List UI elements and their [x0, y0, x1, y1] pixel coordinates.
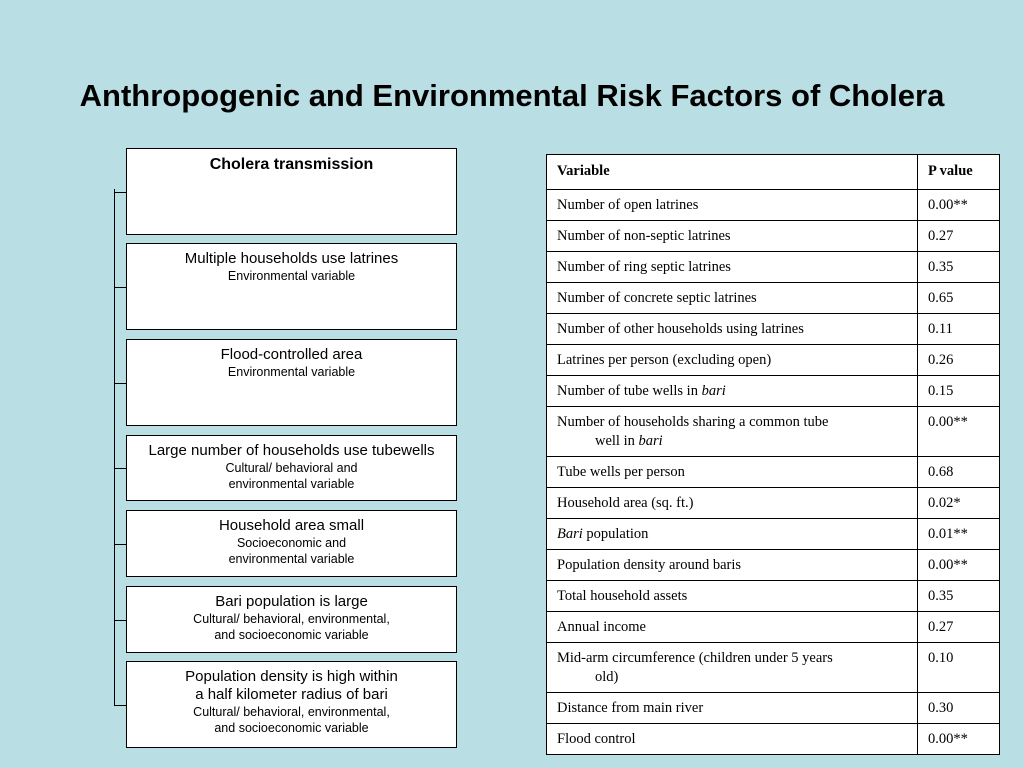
cell-pvalue: 0.27 [918, 612, 1000, 643]
flow-header-title: Cholera transmission [209, 156, 374, 173]
cell-pvalue: 0.15 [918, 376, 1000, 407]
flow-box-title: Bari population is large [215, 593, 368, 610]
cell-variable-text: population [582, 526, 649, 542]
cell-variable: Number of other households using latrines [547, 314, 918, 345]
cell-variable: Annual income [547, 612, 918, 643]
table-row [547, 221, 1000, 252]
cell-pvalue: 0.65 [918, 283, 1000, 314]
flow-box-header [126, 148, 457, 235]
flow-box-subtitle: environmental variable [228, 552, 355, 566]
cell-pvalue: 0.00** [918, 724, 1000, 755]
table-row [547, 376, 1000, 407]
flow-box-title-line2: a half kilometer radius of bari [195, 686, 388, 703]
table-row [547, 643, 1000, 693]
cell-variable-italic: bari [701, 383, 726, 399]
cell-variable: Total household assets [547, 581, 918, 612]
cell-pvalue: 0.11 [918, 314, 1000, 345]
cell-variable-italic: bari [638, 433, 663, 449]
table-row [547, 612, 1000, 643]
cell-variable: Tube wells per person [547, 457, 918, 488]
bracket-line [114, 189, 115, 706]
cell-pvalue: 0.27 [918, 221, 1000, 252]
cell-variable [547, 407, 918, 457]
table-row [547, 457, 1000, 488]
table-row [547, 252, 1000, 283]
flow-box-flood [126, 339, 457, 426]
table-row [547, 581, 1000, 612]
cell-pvalue: 0.10 [918, 643, 1000, 693]
table-row [547, 550, 1000, 581]
cell-variable: Population density around baris [547, 550, 918, 581]
bracket-tick [115, 544, 127, 545]
flow-box-title: Multiple households use latrines [184, 250, 399, 267]
cell-pvalue: 0.02* [918, 488, 1000, 519]
cell-variable-text: Number of tube wells in [557, 383, 702, 399]
flow-box-subtitle: Cultural/ behavioral, environmental, [193, 705, 390, 719]
flow-box-subtitle: Cultural/ behavioral, environmental, [193, 612, 390, 626]
flow-box-subtitle: Socioeconomic and [236, 536, 347, 550]
cell-variable: Latrines per person (excluding open) [547, 345, 918, 376]
flow-box-subtitle: environmental variable [228, 477, 355, 491]
cell-variable-continuation [557, 432, 907, 451]
flow-box-title: Flood-controlled area [220, 346, 363, 363]
cell-variable: Number of non-septic latrines [547, 221, 918, 252]
table-row [547, 314, 1000, 345]
bracket-tick [115, 383, 127, 384]
flow-box-subtitle: and socioeconomic variable [214, 721, 369, 735]
bracket-tick [115, 468, 127, 469]
table-header-row [547, 155, 1000, 190]
cell-variable: Distance from main river [547, 693, 918, 724]
cell-pvalue: 0.26 [918, 345, 1000, 376]
table-row [547, 345, 1000, 376]
table-row [547, 693, 1000, 724]
flow-box-latrines [126, 243, 457, 330]
bracket-tick [115, 620, 127, 621]
cell-pvalue: 0.35 [918, 581, 1000, 612]
flow-box-subtitle: Environmental variable [227, 269, 356, 283]
flow-box-title: Population density is high within [185, 668, 398, 685]
cell-variable-text: Mid-arm circumference (children under 5 years [557, 650, 833, 666]
bracket-tick [115, 192, 127, 193]
cell-variable-text: Number of households sharing a common tube [557, 414, 829, 430]
table-row [547, 283, 1000, 314]
cell-pvalue: 0.00** [918, 190, 1000, 221]
table-row [547, 488, 1000, 519]
flow-box-title: Household area small [218, 517, 365, 534]
risk-factor-table [546, 154, 1000, 755]
table-row [547, 724, 1000, 755]
flow-box-tubewells [126, 435, 457, 501]
cell-variable-cont-text: well in [595, 433, 639, 449]
table-row [547, 407, 1000, 457]
slide-title: Anthropogenic and Environmental Risk Factors of Cholera [79, 78, 945, 113]
bracket-tick [115, 287, 127, 288]
flow-box-population-density [126, 661, 457, 748]
flow-box-subtitle: Cultural/ behavioral and [225, 461, 358, 475]
cell-variable-italic: Bari [557, 526, 583, 542]
cell-variable-continuation: old) [595, 669, 619, 685]
cell-variable [547, 643, 918, 693]
flow-box-subtitle: and socioeconomic variable [214, 628, 369, 642]
bracket-tick [115, 705, 127, 706]
column-header-variable: Variable [547, 155, 918, 190]
cell-pvalue: 0.01** [918, 519, 1000, 550]
cell-variable: Household area (sq. ft.) [547, 488, 918, 519]
cell-pvalue: 0.68 [918, 457, 1000, 488]
cell-pvalue: 0.00** [918, 407, 1000, 457]
cell-variable [547, 519, 918, 550]
cell-variable [547, 376, 918, 407]
column-header-pvalue: P value [918, 155, 1000, 190]
cell-variable: Number of concrete septic latrines [547, 283, 918, 314]
cell-pvalue: 0.30 [918, 693, 1000, 724]
cell-variable: Flood control [547, 724, 918, 755]
table-row [547, 190, 1000, 221]
flow-box-subtitle: Environmental variable [227, 365, 356, 379]
cell-pvalue: 0.35 [918, 252, 1000, 283]
table-row [547, 519, 1000, 550]
flow-box-household-area [126, 510, 457, 577]
cell-pvalue: 0.00** [918, 550, 1000, 581]
flow-box-bari-population [126, 586, 457, 653]
cell-variable: Number of open latrines [547, 190, 918, 221]
cell-variable: Number of ring septic latrines [547, 252, 918, 283]
flow-box-title: Large number of households use tubewells [148, 442, 435, 459]
